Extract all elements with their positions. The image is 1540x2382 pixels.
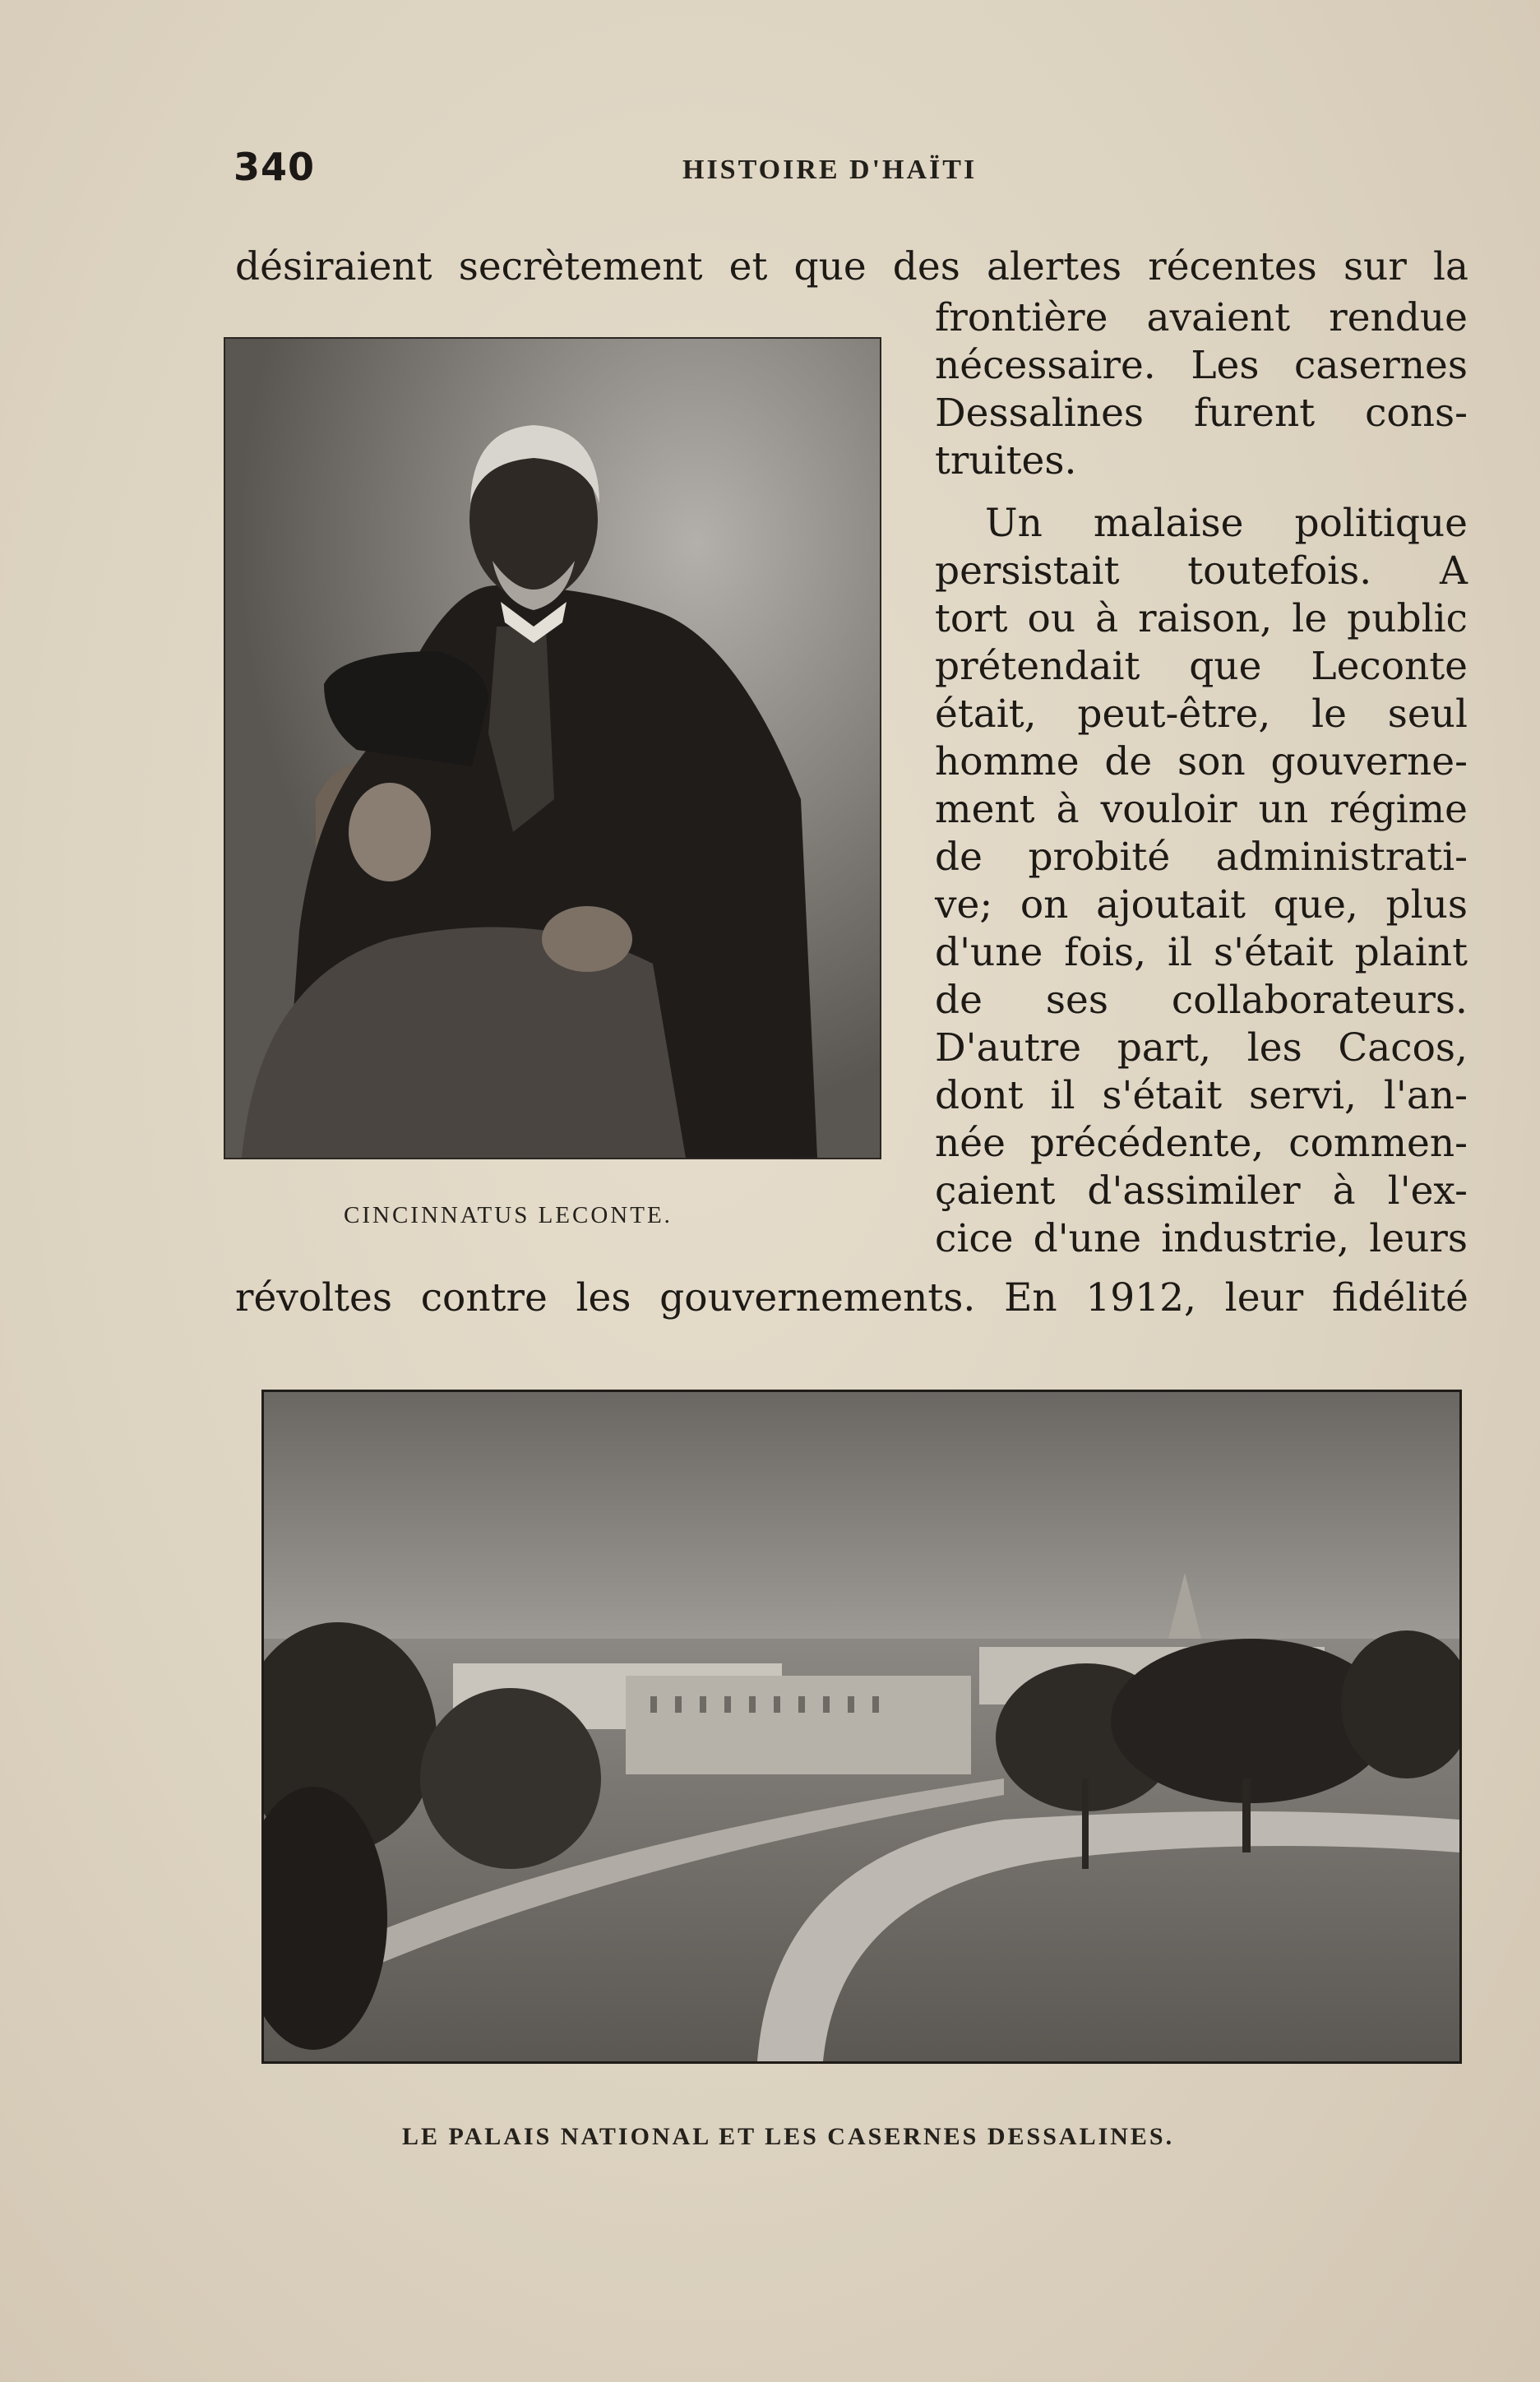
text-line-column: homme de son gouverne-: [935, 739, 1468, 784]
page-number: 340: [234, 145, 316, 189]
running-head: HISTOIRE D'HAÏTI: [682, 155, 978, 185]
landscape-caption: LE PALAIS NATIONAL ET LES CASERNES DESSALINES.: [402, 2123, 1175, 2150]
text-line-column: née précédente, commen-: [935, 1121, 1468, 1166]
text-line-column: ment à vouloir un régime: [935, 787, 1468, 832]
text-line-column: dont il s'était servi, l'an-: [935, 1073, 1468, 1118]
text-line-full: désiraient secrètement et que des alertes récentes sur la: [235, 244, 1468, 289]
portrait-photo: [224, 337, 881, 1159]
text-line-column: de ses collaborateurs.: [935, 978, 1468, 1023]
text-line-column: D'autre part, les Cacos,: [935, 1025, 1468, 1071]
text-line-column: d'une fois, il s'était plaint: [935, 930, 1468, 975]
landscape-illustration: [264, 1392, 1459, 2061]
portrait-caption: CINCINNATUS LECONTE.: [344, 1202, 673, 1228]
text-line-column: persistait toutefois. A: [935, 548, 1468, 594]
text-line-column: était, peut-être, le seul: [935, 691, 1468, 737]
text-line-column: Dessalines furent cons-: [935, 391, 1468, 436]
text-line-full: révoltes contre les gouvernements. En 1912, leur fidélité: [235, 1275, 1468, 1321]
text-line-column: cice d'une industrie, leurs: [935, 1216, 1468, 1261]
text-line-column: Un malaise politique: [985, 501, 1468, 546]
text-line-column: prétendait que Leconte: [935, 644, 1468, 689]
text-line-column: truites.: [935, 438, 1077, 483]
landscape-photo: [261, 1390, 1462, 2064]
text-line-column: de probité administrati-: [935, 835, 1468, 880]
text-line-column: frontière avaient rendue: [935, 295, 1468, 340]
text-line-column: tort ou à raison, le public: [935, 596, 1468, 641]
text-line-column: çaient d'assimiler à l'ex-: [935, 1168, 1468, 1214]
text-line-column: nécessaire. Les casernes: [935, 343, 1468, 388]
text-line-column: ve; on ajoutait que, plus: [935, 882, 1468, 927]
portrait-illustration: [225, 339, 880, 1158]
